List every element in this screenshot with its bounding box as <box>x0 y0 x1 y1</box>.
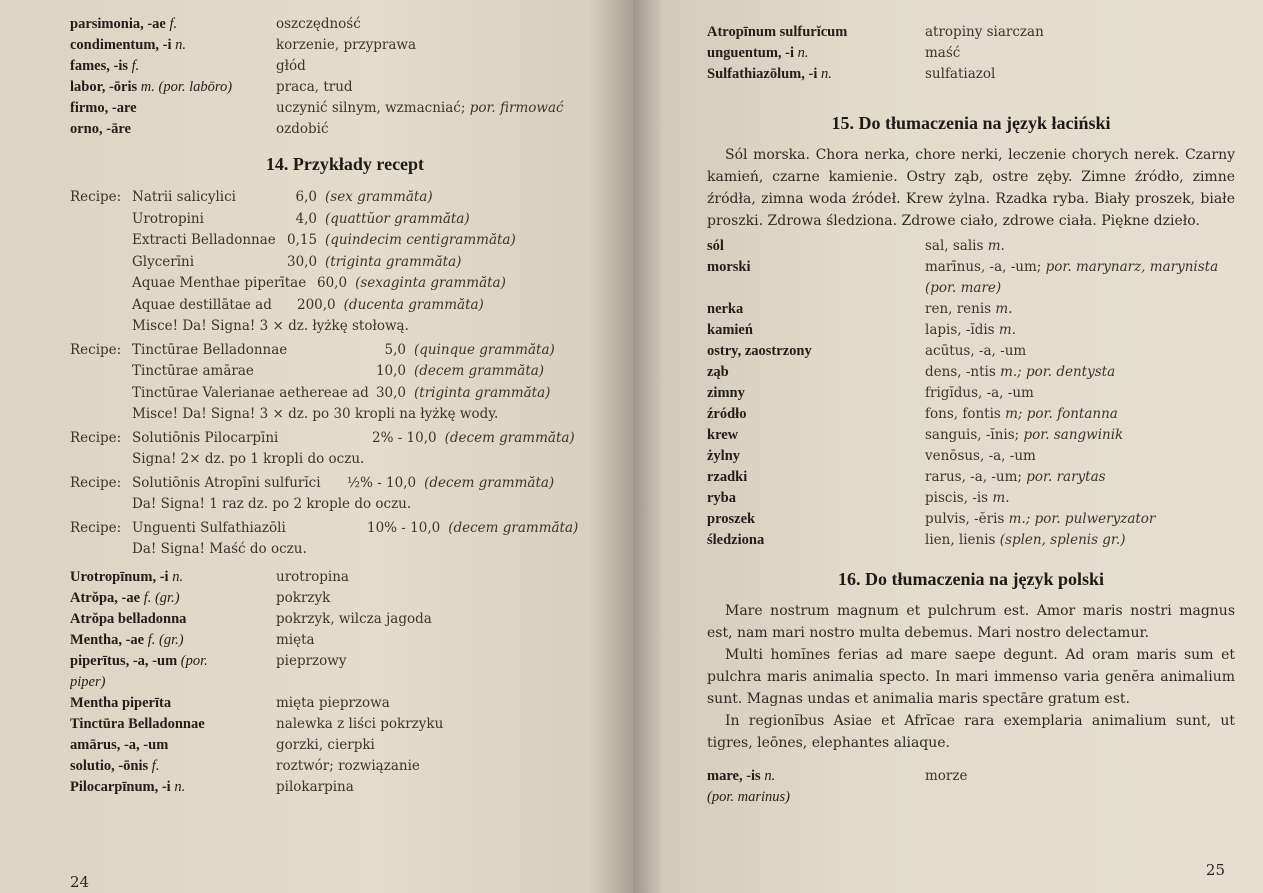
recipe-label: Recipe: <box>70 429 122 446</box>
vocab-term: Atrŏpa, -ae f. (gr.) <box>70 589 180 606</box>
vocab-section-16 <box>707 766 1235 808</box>
recipe-line: Tinctūrae amārae 10,0 (decem grammăta) <box>132 363 545 379</box>
vocab-term: ryba <box>707 490 736 506</box>
section-16-paragraph: Mare nostrum magnum et pulchrum est. Amor maris nostri magnus est, nam mari nostro multa debemus. Mari nostro delectamur. <box>707 603 1235 641</box>
vocab-translation: ren, renis m. <box>925 301 1013 317</box>
recipe-instruction: Da! Signa! 1 raz dz. po 2 krople do oczu. <box>132 496 412 512</box>
right-page <box>633 0 1263 893</box>
vocab-term <box>707 278 919 299</box>
vocab-translation: frigĭdus, -a, -um <box>925 385 1034 401</box>
vocab-term: źródło <box>707 406 747 422</box>
vocab-translation: korzenie, przyprawa <box>276 37 417 53</box>
section-14-title: 14. Przykłady recept <box>265 154 425 174</box>
vocab-term: piperītus, -a, -um (por. <box>70 652 208 669</box>
vocab-term: unguentum, -i n. <box>707 45 809 61</box>
vocab-translation: uczynić silnym, wzmacniać; por. firmować <box>276 100 564 116</box>
vocab-term: condimentum, -i n. <box>70 37 186 53</box>
vocab-translation: praca, trud <box>276 79 353 95</box>
section-15-title: 15. Do tłumaczenia na język łaciński <box>831 113 1111 133</box>
vocab-translation: pokrzyk, wilcza jagoda <box>276 610 432 627</box>
vocab-term: parsimonia, -ae f. <box>70 16 178 32</box>
vocab-term: kamień <box>707 322 753 338</box>
vocab-translation: piscis, -is m. <box>925 490 1010 506</box>
vocab-term: śledziona <box>707 532 765 548</box>
recipe-line: Aquae destillātae ad 200,0 (ducenta grammăta) <box>132 296 484 313</box>
vocab-translation: marīnus, -a, -um; por. marynarz, marynista <box>925 259 1219 275</box>
recipe-list <box>70 187 620 561</box>
vocab-translation <box>925 787 1235 808</box>
vocab-term: krew <box>707 427 739 443</box>
vocab-translation: (por. mare) <box>925 280 1002 296</box>
section-16-paragraph: Multi homĭnes ferias ad mare saepe degunt. Ad oram maris sum et pulchra maris animalia specto. In mari immenso varia genĕra animalium sunt. Magnas undas et animalia maris spectāre gratum est. <box>707 647 1235 707</box>
right-page-content <box>707 22 1235 808</box>
vocab-translation: pieprzowy <box>276 652 347 669</box>
vocab-top-right <box>707 22 1235 85</box>
vocab-term: amārus, -a, -um <box>70 736 169 753</box>
vocab-term: Pilocarpīnum, -i n. <box>70 778 186 795</box>
vocab-term: Mentha, -ae f. (gr.) <box>70 631 184 648</box>
recipe-line: Aquae Menthae piperītae 60,0 (sexaginta grammăta) <box>132 275 506 291</box>
section-16-title: 16. Do tłumaczenia na język polski <box>837 569 1104 589</box>
vocab-term: Tinctūra Belladonnae <box>70 715 205 732</box>
vocab-translation: maść <box>925 45 961 61</box>
vocab-term: nerka <box>707 301 744 317</box>
recipe-instruction: Misce! Da! Signa! 3 × dz. łyżkę stołową. <box>132 318 409 334</box>
vocab-term-continuation: (por. marinus) <box>707 789 790 805</box>
section-15-text: Sól morska. Chora nerka, chore nerki, leczenie chorych nerek. Czarny kamień, czarne kamienie. Ostry ząb, ostre zęby. Zimne źródło, zimne źródła, zimna woda źródeł. Krew żylna. Rzadka ryba. Biały proszek, białe proszki. Zdrowa śledziona. Zdrowe ciało, zdrowe ciała. Piękne dzieło. <box>707 147 1235 229</box>
recipe-line: Urotropini 4,0 (quattŭor grammăta) <box>132 210 470 227</box>
vocab-term: labor, -ōris m. (por. labōro) <box>70 79 233 95</box>
vocab-translation: głód <box>276 58 306 74</box>
recipe-instruction: Da! Signa! Maść do oczu. <box>132 541 307 557</box>
vocab-section-15 <box>707 236 1235 551</box>
vocab-term: solutio, -ōnis f. <box>70 757 160 774</box>
recipe-line: Solutiōnis Atropīni sulfurĭci ½% - 10,0 (decem grammăta) <box>132 474 555 491</box>
vocab-term: ostry, zaostrzony <box>707 343 812 359</box>
vocab-translation: dens, -ntis m.; por. dentysta <box>925 364 1116 380</box>
vocab-term: Urotropīnum, -i n. <box>70 568 184 585</box>
vocab-term: zimny <box>707 385 745 401</box>
vocab-translation: nalewka z liści pokrzyku <box>276 715 444 732</box>
vocab-translation: gorzki, cierpki <box>276 736 375 753</box>
vocab-term: żylny <box>707 448 741 464</box>
vocab-term: Mentha piperīta <box>70 694 172 711</box>
recipe-line: Extracti Belladonnae 0,15 (quindecim centigrammăta) <box>132 232 516 248</box>
recipe-line: Natrii salicylici 6,0 (sex grammăta) <box>132 189 433 205</box>
recipe-line: Tinctūrae Valerianae aethereae ad 30,0 (triginta grammăta) <box>132 384 551 401</box>
vocab-term: firmo, -are <box>70 100 137 116</box>
vocab-term: Atrŏpa belladonna <box>70 610 187 627</box>
recipe <box>70 518 620 561</box>
vocab-translation: sanguis, -ĭnis; por. sangwinik <box>925 427 1124 443</box>
vocab-translation: pilokarpina <box>276 778 354 795</box>
vocab-translation: pokrzyk <box>276 589 331 606</box>
vocab-term: Sulfathiazōlum, -i n. <box>707 66 832 82</box>
vocab-translation: lapis, -ĭdis m. <box>925 322 1016 338</box>
recipe-label: Recipe: <box>70 189 122 205</box>
vocab-translation: rarus, -a, -um; por. rarytas <box>925 469 1106 485</box>
vocab-translation: lien, lienis (splen, splenis gr.) <box>925 532 1126 548</box>
vocab-translation: venōsus, -a, -um <box>925 448 1036 464</box>
recipe <box>70 187 620 338</box>
vocab-translation: ozdobić <box>276 121 329 137</box>
recipe <box>70 428 620 471</box>
vocab-translation <box>276 672 620 693</box>
left-page-content <box>70 14 620 798</box>
recipe-instruction: Signa! 2× dz. po 1 kropli do oczu. <box>132 451 365 467</box>
vocab-translation: mięta <box>276 631 315 648</box>
vocab-term: Atropīnum sulfurĭcum <box>707 24 848 40</box>
vocab-translation: oszczędność <box>276 16 361 32</box>
vocab-translation: sulfatiazol <box>925 66 996 82</box>
vocab-bottom-left <box>70 567 620 798</box>
recipe-label: Recipe: <box>70 474 122 491</box>
recipe-line: Glycerīni 30,0 (triginta grammăta) <box>132 253 462 270</box>
vocab-translation: roztwór; rozwiązanie <box>276 757 420 774</box>
vocab-term: sól <box>707 238 724 254</box>
recipe <box>70 340 620 426</box>
vocab-term: ząb <box>707 364 729 380</box>
section-16-paragraph: In regionĭbus Asiae et Afrĭcae rara exemplaria animalium sunt, ut tigres, leōnes, elephantes aliaque. <box>707 713 1235 751</box>
recipe-label: Recipe: <box>70 519 122 536</box>
vocab-translation: pulvis, -ĕris m.; por. pulweryzator <box>925 511 1156 527</box>
vocab-translation: urotropina <box>276 568 349 585</box>
vocab-term: mare, -is n. <box>707 768 776 784</box>
recipe-label: Recipe: <box>70 341 122 358</box>
page-number: 24 <box>70 873 90 891</box>
vocab-translation: mięta pieprzowa <box>276 694 390 711</box>
recipe-line: Unguenti Sulfathiazōli 10% - 10,0 (decem grammăta) <box>132 519 579 536</box>
vocab-term: morski <box>707 259 751 275</box>
vocab-term: fames, -is f. <box>70 58 140 74</box>
vocab-translation: acūtus, -a, -um <box>925 343 1027 359</box>
recipe-instruction: Misce! Da! Signa! 3 × dz. po 30 kropli na łyżkę wody. <box>132 406 499 422</box>
page-number: 25 <box>1205 861 1225 879</box>
vocab-translation: atropiny siarczan <box>925 24 1044 40</box>
vocab-term: rzadki <box>707 469 748 485</box>
vocab-translation: morze <box>925 768 968 784</box>
vocab-translation: fons, fontis m; por. fontanna <box>925 406 1118 422</box>
vocab-term: proszek <box>707 511 756 527</box>
vocab-translation: sal, salis m. <box>925 238 1005 254</box>
section-16 <box>707 569 1235 754</box>
vocab-term: orno, -āre <box>70 121 131 137</box>
recipe-line: Solutiōnis Pilocarpīni 2% - 10,0 (decem grammăta) <box>132 429 575 446</box>
recipe <box>70 473 620 516</box>
recipe-line: Tinctūrae Belladonnae 5,0 (quinque grammăta) <box>132 341 555 358</box>
vocab-term-continuation: piper) <box>70 673 106 690</box>
vocab-top-left <box>70 14 620 140</box>
